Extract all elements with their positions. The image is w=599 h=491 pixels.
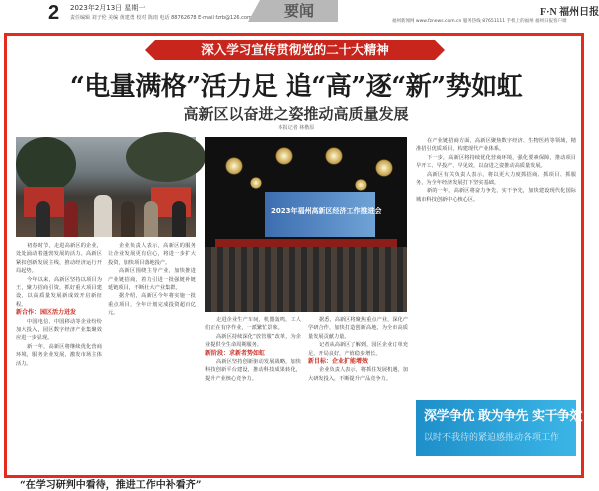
section-title: 要闻 [260, 0, 338, 22]
paragraph: 高新区持续深化“放管服”改革，为企业提供全生命周期服务。 [205, 333, 301, 349]
article-byline: 本报记者 林楷原 [277, 125, 315, 131]
subsection-heading: 新目标：企业扩能增效 [308, 358, 369, 366]
paragraph: 高新区坚持创新驱动发展战略，加快科技创新平台建设，推动科技成果转化，提升产业核心竞争力。 [205, 359, 301, 382]
text-column-4 [308, 316, 408, 470]
paragraph: 初春时节，走进高新区的企业，处处涌动着蓬勃发展的活力。高新区紧扣创新发展主线，推动经济运行开局起势。 [16, 243, 102, 275]
article-headline: “电量满格”活力足 追“高”逐“新”势如虹 [69, 72, 523, 102]
paragraph: 下一步，高新区将持续优化营商环境，强化要素保障，推动项目早开工、早投产、早见效，以奋进之姿推动高质量发展。 [416, 154, 576, 170]
banner-subline: 以时不我待的紧迫感推动各项工作 [424, 433, 560, 443]
newspaper-logo: F·N 福州日报 [540, 7, 599, 18]
text-column-2 [108, 242, 196, 470]
stage-screen [265, 192, 382, 237]
paragraph: 高新区有关负责人表示，将以更大力度抓招商、抓项目、抓服务，为全年经济发展打下坚实基础。 [416, 171, 576, 187]
text-column-3 [205, 316, 301, 470]
paragraph: 据悉，高新区将聚焦重点产业，深化产学研合作，加快打造创新高地，为全市高质量发展贡献力量。 [308, 317, 408, 340]
banner-slogan: 深学争优 敢为争先 实干争效 [424, 409, 583, 424]
paragraph: 据介绍，高新区今年将实施一批重点项目，全年计划完成投资超百亿元。 [108, 293, 196, 317]
editors-line: 责任编辑 刘子伦 美编 黄建勇 校对 陈雨 电话 88762678 E-mail fzrb@126.com [70, 15, 252, 21]
paragraph: 中国电信、中国移动等企业纷纷加大投入，园区数字经济产业集聚效应进一步显现。 [16, 318, 102, 342]
stage-table [215, 239, 397, 247]
conference-photo [205, 137, 407, 312]
subsection-heading: 新合作：园区活力迸发 [16, 309, 77, 317]
paragraph: 在产业链招商方面，高新区聚焦数字经济、生物医药等领域，精准招引优质项目，构建现代产业体系。 [416, 138, 576, 153]
audience-seats [205, 247, 407, 312]
paragraph: 企业负责人表示，高新区的服务让企业发展更有信心，将进一步扩大投资，加快项目落地投产。 [108, 243, 196, 266]
paragraph: 高新区围绕主导产业，加快推进产业链招商，着力引进一批强链补链延链项目，不断壮大产业集群。 [108, 268, 196, 292]
next-article-headline: “在学习研判中看待，推进工作中补看齐” [20, 480, 202, 491]
paragraph: 新一年，高新区将继续优化营商环境，服务企业发展，激发市场主体活力。 [16, 343, 102, 367]
paragraph: 企业负责人表示，将抓住发展机遇，加大研发投入，不断提升产品竞争力。 [308, 367, 408, 382]
text-column-1 [16, 242, 102, 470]
paragraph: 今年以来，高新区坚持以项目为王，聚力招商引资，抓好重大项目建设，以高质量发展新成效开启新征程。 [16, 276, 102, 308]
subsection-heading: 新阶段：求新者势如虹 [205, 349, 266, 357]
paragraph: 新的一年，高新区将奋力争先，实干争先，加快建设现代化国际城市科技创新中心核心区。 [416, 188, 576, 203]
slogan-banner [416, 400, 583, 456]
article-subhead: 高新区以奋进之姿推动高质量发展 [183, 105, 409, 123]
street-market-photo [16, 137, 196, 237]
masthead-info: 福州新闻网 www.fznews.com.cn 服务热线 87651111 手机上的福州 福州日报客户端 [392, 19, 567, 24]
paragraph: 记者从高新区了解到，园区企业订单充足，开局良好，产值稳步增长。 [308, 342, 408, 357]
paragraph: 走进企业生产车间，机器轰鸣，工人们正在有序作业，一派繁忙景象。 [205, 317, 301, 332]
stage-screen-text: 2023年福州高新区经济工作推进会 [271, 207, 382, 215]
page-number: 2 [48, 2, 60, 24]
dateline: 2023年2月13日 星期一 [70, 4, 146, 12]
article-kicker: 深入学习宣传贯彻党的二十大精神 [155, 40, 435, 60]
text-column-5 [416, 137, 576, 395]
